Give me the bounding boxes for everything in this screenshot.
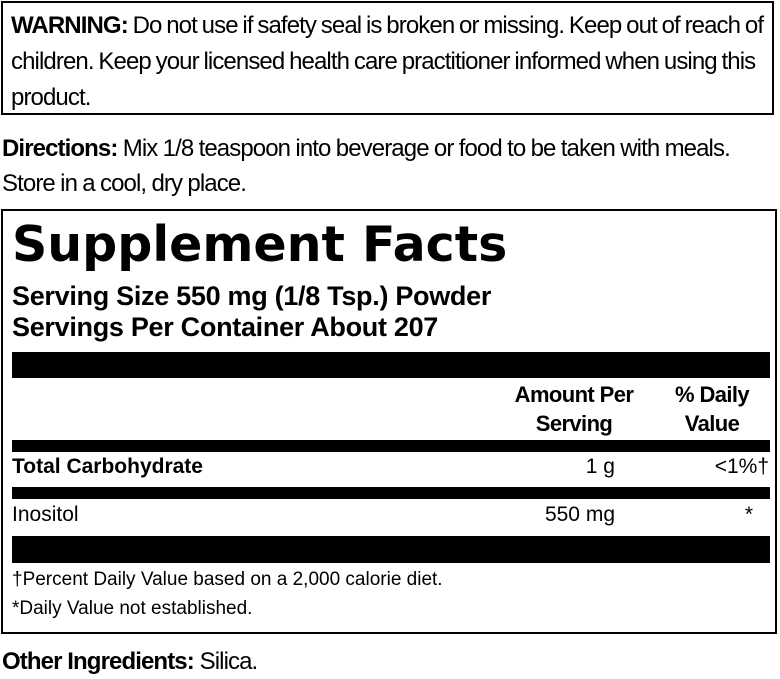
nutrient-amount-inositol: 550 mg <box>544 503 615 526</box>
supplement-facts-panel <box>1 209 777 634</box>
other-ingredients <box>2 646 257 678</box>
directions <box>2 131 776 201</box>
supplement-facts-title: Supplement Facts <box>12 216 508 273</box>
amount-header-line2: Serving <box>535 411 613 436</box>
amount-per-serving-header <box>506 380 642 438</box>
warning-text: Do not use if safety seal is broken or missing. Keep out of reach of children. Keep your licensed health care practitioner informed when using this product. <box>11 12 764 111</box>
footnote-not-established: *Daily Value not established. <box>12 598 253 619</box>
servings-per-container: Servings Per Container About 207 <box>12 312 439 342</box>
nutrient-dv-total-carbohydrate: <1%† <box>714 455 769 478</box>
footnote-daily-value: †Percent Daily Value based on a 2,000 calorie diet. <box>12 569 443 590</box>
serving-size: Serving Size 550 mg (1/8 Tsp.) Powder <box>12 281 492 311</box>
directions-label: Directions: <box>2 135 118 162</box>
nutrient-name-inositol: Inositol <box>12 503 79 526</box>
row-divider <box>12 487 770 499</box>
warning-label: WARNING: <box>11 12 128 39</box>
dv-header-line1: % Daily <box>674 382 750 407</box>
directions-text: Mix 1/8 teaspoon into beverage or food to be taken with meals. Store in a cool, dry place. <box>2 135 730 197</box>
thick-divider-top <box>12 352 770 378</box>
warning-box <box>1 1 774 115</box>
nutrient-name-total-carbohydrate: Total Carbohydrate <box>12 455 203 478</box>
nutrient-dv-inositol: * <box>744 503 753 526</box>
medium-divider <box>12 440 770 452</box>
thick-divider-bottom <box>12 536 770 563</box>
daily-value-header <box>657 380 767 438</box>
nutrient-amount-total-carbohydrate: 1 g <box>585 455 615 478</box>
dv-header-line2: Value <box>684 411 740 436</box>
other-ingredients-label: Other Ingredients: <box>2 648 194 675</box>
amount-header-line1: Amount Per <box>514 382 634 407</box>
other-ingredients-text: Silica. <box>199 648 258 675</box>
